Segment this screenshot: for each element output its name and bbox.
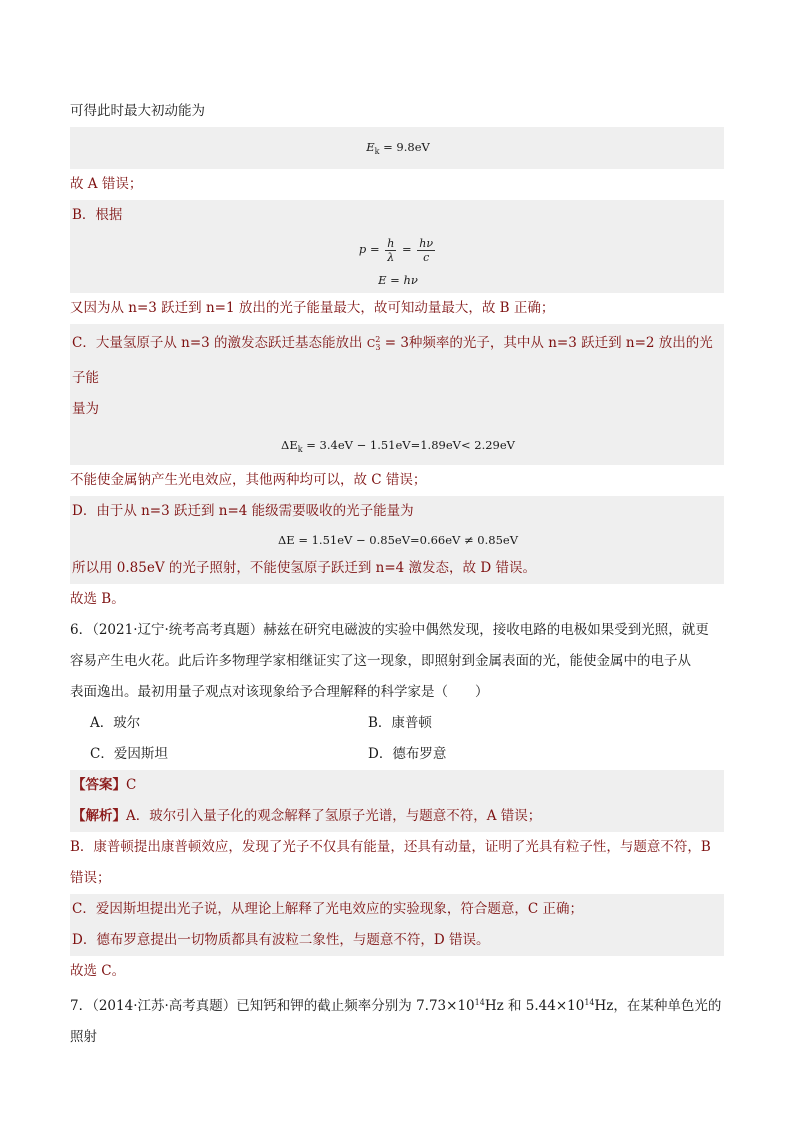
text-span: C．大量氢原子从 n=3 的激发态跃迁基态能放出: [72, 335, 367, 351]
question-6-line: 表面逸出。最初用量子观点对该现象给予合理解释的科学家是（ ）: [70, 684, 489, 700]
text-line: 量为: [70, 394, 724, 425]
analysis-line: 错误；: [70, 870, 111, 886]
eq-lhs: ΔE: [281, 438, 298, 452]
option-a: A．玻尔: [90, 715, 141, 731]
question-6-line: 6．（2021·辽宁·统考高考真题）赫兹在研究电磁波的实验中偶然发现，接收电路的电极如果受到光照，就更: [70, 622, 709, 638]
equation-p: [70, 231, 724, 267]
answer-value: C: [126, 777, 137, 793]
eq-mid: =: [398, 242, 416, 256]
exponent: 14: [584, 998, 595, 1007]
comb-base: C: [366, 337, 376, 350]
combination-symbol: [367, 337, 381, 350]
text-span: 7．（2014·江苏·高考真题）已知钙和钾的截止频率分别为 7.73×10: [70, 998, 475, 1014]
eq-rhs: = 9.8eV: [379, 140, 430, 154]
denominator: c: [423, 250, 430, 264]
options-row: [70, 739, 724, 770]
text-line: [70, 324, 724, 394]
text-line: 故 A 错误；: [70, 176, 143, 192]
eq-rhs: = 3.4eV − 1.51eV=1.89eV< 2.29eV: [302, 438, 515, 452]
fraction: [385, 237, 396, 264]
question-6-line: 容易产生电火花。此后许多物理学家相继证实了这一现象，即照射到金属表面的光，能使金属中的电子从: [70, 653, 691, 669]
equation-dek: [70, 425, 724, 465]
eq-sub: k: [297, 445, 303, 454]
option-d: D．德布罗意: [368, 746, 447, 762]
options-row: [70, 708, 724, 739]
text-line: 所以用 0.85eV 的光子照射，不能使氢原子跃迁到 n=4 激发态，故 D 错误。: [70, 553, 724, 584]
option-b: B．康普顿: [368, 715, 432, 731]
analysis-tag: 【解析】: [72, 808, 126, 824]
numerator: hν: [419, 236, 434, 250]
text-span: = 3种频率的光子，其中从 n=3 跃迁到 n=2 放出的光子能: [72, 335, 713, 386]
denominator: λ: [387, 250, 395, 264]
answer-line: [70, 770, 724, 801]
option-c: C．爱因斯坦: [90, 746, 168, 762]
text-line: 故选 B。: [70, 591, 125, 607]
text-line: 不能使金属钠产生光电效应，其他两种均可以，故 C 错误；: [70, 472, 427, 488]
exponent: 14: [474, 998, 485, 1007]
text-span: Hz 和 5.44×10: [484, 998, 585, 1014]
equation-e: E = hν: [70, 267, 724, 293]
equation-de: ΔE = 1.51eV − 0.85eV=0.66eV ≠ 0.85eV: [70, 527, 724, 553]
text-line: B．根据: [70, 200, 724, 231]
eq-lhs: E: [366, 140, 375, 154]
analysis-line: D．德布罗意提出一切物质都具有波粒二象性，与题意不符，D 错误。: [70, 925, 724, 956]
text-line: 又因为从 n=3 跃迁到 n=1 放出的光子能量最大，故可知动量最大，故 B 正确；: [70, 300, 555, 316]
analysis-line: [70, 801, 724, 832]
text-line: 可得此时最大初动能为: [70, 103, 205, 119]
comb-sup: 2: [375, 335, 381, 344]
eq-sub: k: [374, 147, 380, 156]
comb-sub: 3: [375, 343, 381, 352]
text-span: Hz，在某种单色光的照射: [70, 998, 722, 1045]
answer-tag: 【答案】: [72, 777, 126, 793]
analysis-line: 故选 C。: [70, 963, 126, 979]
analysis-line: C．爱因斯坦提出光子说，从理论上解释了光电效应的实验现象，符合题意，C 正确；: [70, 894, 724, 925]
document-page: [70, 96, 724, 1053]
numerator: h: [387, 236, 395, 250]
text-line: D．由于从 n=3 跃迁到 n=4 能级需要吸收的光子能量为: [70, 496, 724, 527]
analysis-a: A．玻尔引入量子化的观念解释了氢原子光谱，与题意不符，A 错误；: [126, 808, 542, 824]
question-7-line: [70, 987, 724, 1053]
fraction: [417, 237, 435, 264]
equation-ek: [70, 127, 724, 169]
analysis-line: B．康普顿提出康普顿效应，发现了光子不仅具有能量，还具有动量，证明了光具有粒子性，与题意不符，B: [70, 839, 711, 855]
eq-lhs: p =: [358, 242, 384, 256]
